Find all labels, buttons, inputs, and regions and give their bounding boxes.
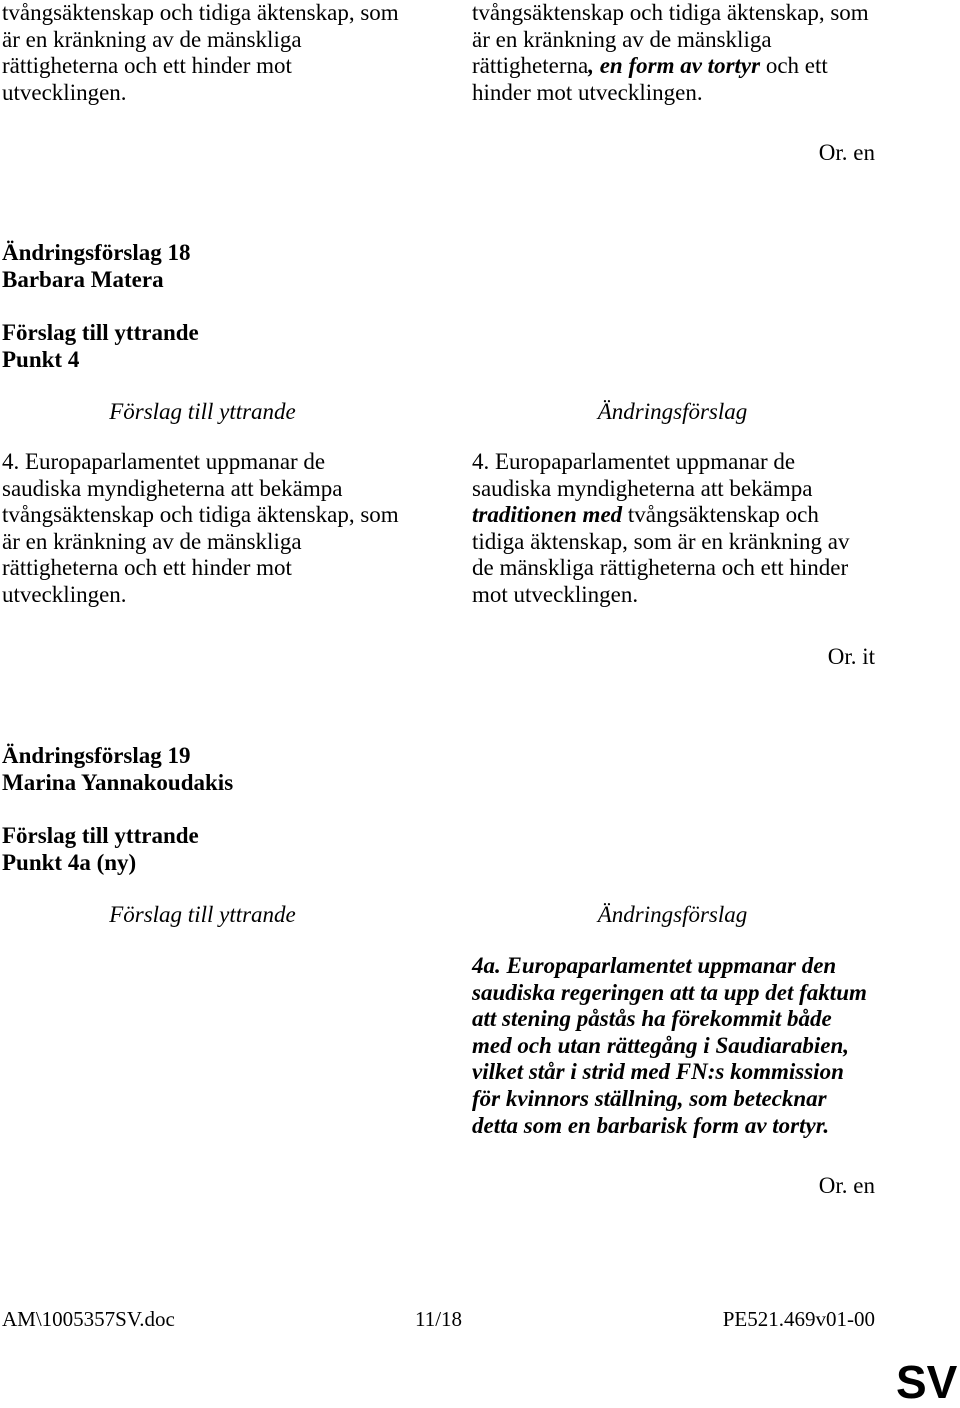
text-line: tvångsäktenskap och tidiga äktenskap, som — [2, 0, 399, 25]
text-line — [472, 529, 873, 556]
text-segment: är en kränkning av de mänskliga — [472, 26, 772, 52]
text-segment: 4. Europaparlamentet uppmanar de — [472, 449, 796, 474]
text-line — [472, 502, 873, 529]
document-title: Förslag till yttrande — [2, 320, 199, 345]
text-line: 4a. Europaparlamentet uppmanar den — [472, 953, 837, 978]
text-segment: saudiska myndigheterna att bekämpa — [472, 475, 813, 501]
text-line — [472, 0, 873, 27]
paragraph-reference: Punkt 4a (ny) — [2, 849, 137, 875]
footer-reference: PE521.469v01-00 — [722, 1307, 875, 1331]
text-line — [472, 476, 873, 503]
text-line: saudiska regeringen att ta upp det faktum — [472, 979, 867, 1005]
text-line: utvecklingen. — [2, 581, 127, 607]
text-line: 4. Europaparlamentet uppmanar de — [2, 449, 326, 474]
amendment-author: Marina Yannakoudakis — [2, 769, 234, 795]
amendment-target — [2, 320, 875, 373]
amended-text — [472, 449, 873, 609]
amendment-header — [2, 240, 875, 293]
text-segment: de mänskliga rättigheterna och ett hinder — [472, 555, 849, 581]
column-header-amendment: Ändringsförslag — [597, 399, 748, 424]
amendment-header — [2, 743, 875, 796]
inserted-text: , en form av tortyr — [588, 53, 761, 79]
amendment-author: Barbara Matera — [2, 266, 164, 292]
amended-text-continuation — [472, 0, 873, 106]
text-line — [472, 449, 873, 476]
text-line — [472, 27, 873, 54]
amendment-number: Ändringsförslag 19 — [2, 743, 191, 768]
text-line: är en kränkning av de mänskliga — [2, 26, 302, 52]
page-footer — [2, 1307, 875, 1331]
amendment-number: Ändringsförslag 18 — [2, 240, 191, 265]
text-line: med och utan rättegång i Saudiarabien, — [472, 1032, 850, 1058]
text-segment: tvångsäktenskap och tidiga äktenskap, som — [472, 0, 869, 25]
text-segment: hinder mot utvecklingen. — [472, 79, 703, 105]
text-line — [472, 53, 873, 80]
paragraph-reference: Punkt 4 — [2, 346, 80, 372]
text-segment: mot utvecklingen. — [472, 581, 639, 607]
inserted-text: traditionen med — [472, 502, 623, 528]
text-line: rättigheterna och ett hinder mot — [2, 555, 292, 581]
text-segment: tidiga äktenskap, som är en kränkning av — [472, 528, 850, 554]
footer-filename: AM\1005357SV.doc — [2, 1307, 175, 1331]
footer-page-number: 11/18 — [414, 1307, 463, 1331]
language-badge: SV — [896, 1356, 958, 1408]
text-line: är en kränkning av de mänskliga — [2, 528, 302, 554]
original-language: Or. en — [818, 140, 875, 165]
amended-text — [472, 953, 873, 1139]
column-header-amendment: Ändringsförslag — [597, 902, 748, 927]
text-line — [472, 555, 873, 582]
text-segment: och ett — [760, 53, 828, 79]
text-line: rättigheterna och ett hinder mot — [2, 53, 292, 79]
text-line: tvångsäktenskap och tidiga äktenskap, som — [2, 502, 399, 528]
column-header-original: Förslag till yttrande — [109, 902, 296, 927]
text-segment: rättigheterna — [472, 53, 589, 79]
text-line — [472, 80, 873, 107]
original-language: Or. it — [827, 644, 875, 669]
text-line: detta som en barbarisk form av tortyr. — [472, 1112, 830, 1138]
text-line: saudiska myndigheterna att bekämpa — [2, 475, 343, 501]
original-text — [2, 449, 403, 609]
original-text-continuation — [2, 0, 403, 106]
column-header-original: Förslag till yttrande — [109, 399, 296, 424]
text-line: vilket står i strid med FN:s kommission — [472, 1059, 844, 1085]
document-title: Förslag till yttrande — [2, 823, 199, 848]
text-line — [472, 582, 873, 609]
amendment-target — [2, 823, 875, 876]
text-segment: tvångsäktenskap och — [622, 502, 819, 528]
text-line: för kvinnors ställning, som betecknar — [472, 1085, 827, 1111]
text-line: utvecklingen. — [2, 79, 127, 105]
original-language: Or. en — [818, 1173, 875, 1198]
text-line: att stening påstås ha förekommit både — [472, 1006, 832, 1032]
